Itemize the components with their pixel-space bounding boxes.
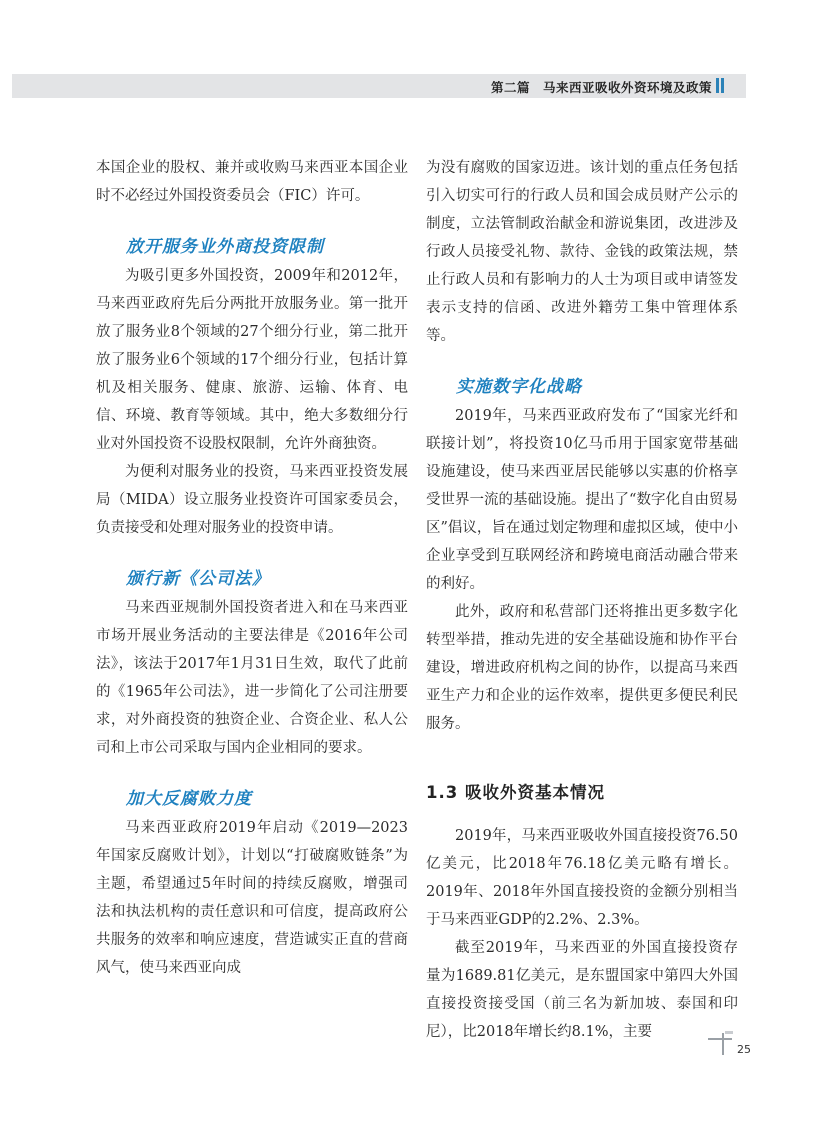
paragraph-digital-1: 2019年，马来西亚政府发布了“国家光纤和联接计划”，将投资10亿马币用于国家宽带基础设施建设，使马来西亚居民能够以实惠的价格享受世界一流的基础设施。提出了“数字化自由贸易区”倡议，旨在通过划定物理和虚拟区域，使中小企业享受到互联网经济和跨境电商活动融合带来的利好。 (426, 408, 738, 592)
section-heading-services: 放开服务业外商投资限制 (126, 237, 324, 257)
paragraph-services-2: 为便利对服务业的投资，马来西亚投资发展局（MIDA）设立服务业投资许可国家委员会，负责接受和处理对服务业的投资申请。 (96, 464, 408, 536)
section-heading-anticorruption: 加大反腐败力度 (126, 789, 252, 809)
section-heading-company-law: 颁行新《公司法》 (126, 569, 270, 589)
paragraph-intro: 本国企业的股权、兼并或收购马来西亚本国企业时不必经过外国投资委员会（FIC）许可。 (96, 160, 408, 204)
page-number: 25 (737, 1043, 751, 1056)
paragraph-company-law: 马来西亚规制外国投资者进入和在马来西亚市场开展业务活动的主要法律是《2016年公司法》，该法于2017年1月31日生效，取代了此前的《1965年公司法》，进一步简化了公司注册要求，对外商投资的独资企业、合资企业、私人公司和上市公司采取与国内企业相同的要求。 (96, 600, 408, 756)
header-bar-mark-icon (716, 76, 726, 94)
chapter-heading-fdi: 1.3 吸收外资基本情况 (426, 783, 605, 802)
paragraph-fdi-1: 2019年，马来西亚吸收外国直接投资76.50亿美元，比2018年76.18亿美元略有增长。2019年、2018年外国直接投资的金额分别相当于马来西亚GDP的2.2%、2.3%。 (426, 828, 738, 928)
paragraph-anticorruption: 马来西亚政府2019年启动《2019—2023年国家反腐败计划》，计划以“打破腐败链条”为主题，希望通过5年时间的持续反腐败，增强司法和执法机构的责任意识和可信度，提高政府公共服务的效率和响应速度，营造诚实正直的营商风气，使马来西亚向成 (96, 820, 408, 976)
paragraph-services-1: 为吸引更多外国投资，2009年和2012年，马来西亚政府先后分两批开放服务业。第一批开放了服务业8个领域的27个细分行业，第二批开放了服务业6个领域的17个细分行业，包括计算机及相关服务、健康、旅游、运输、体育、电信、环境、教育等领域。其中，绝大多数细分行业对外国投资不设股权限制，允许外商独资。 (96, 268, 408, 452)
left-column (96, 154, 408, 982)
paragraph-fdi-2: 截至2019年，马来西亚的外国直接投资存量为1689.81亿美元，是东盟国家中第四大外国直接投资接受国（前三名为新加坡、泰国和印尼），比2018年增长约8.1%，主要 (426, 940, 738, 1040)
section-heading-digital: 实施数字化战略 (456, 377, 582, 397)
paragraph-digital-2: 此外，政府和私营部门还将推出更多数字化转型举措，推动先进的安全基础设施和协作平台建设，增进政府机构之间的协作，以提高马来西亚生产力和企业的运作效率，提供更多便民利民服务。 (426, 604, 738, 732)
paragraph-anticorruption-continued: 为没有腐败的国家迈进。该计划的重点任务包括引入切实可行的行政人员和国会成员财产公示的制度，立法管制政治献金和游说集团，改进涉及行政人员接受礼物、款待、金钱的政策法规，禁止行政人员和有影响力的人士为项目或申请签发表示支持的信函、改进外籍劳工集中管理体系等。 (426, 160, 738, 344)
running-header-title: 第二篇 马来西亚吸收外资环境及政策 (490, 80, 712, 95)
running-header (12, 74, 746, 98)
right-column (426, 154, 738, 1046)
